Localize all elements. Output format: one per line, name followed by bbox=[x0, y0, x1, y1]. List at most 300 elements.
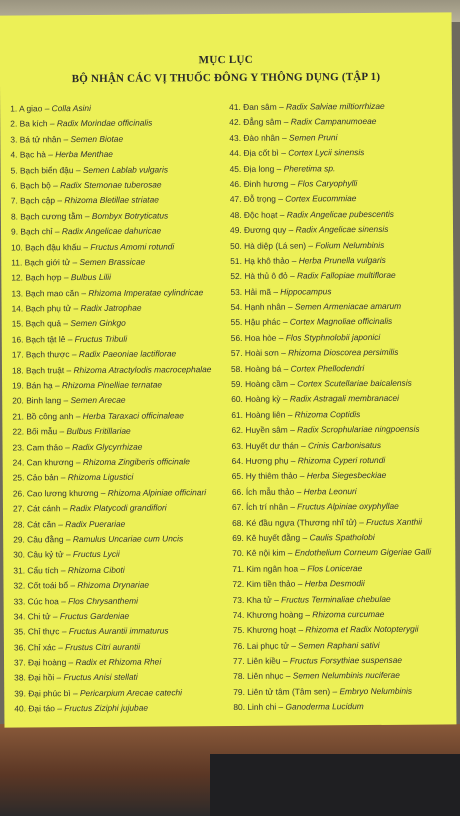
entry-separator: – bbox=[50, 180, 61, 191]
entry-vietnamese-name: Kim ngân hoa bbox=[246, 563, 299, 574]
entry-separator: – bbox=[276, 101, 287, 112]
entry-latin-name: Radix et Rhizoma Rhei bbox=[75, 656, 162, 668]
entry-separator: – bbox=[285, 547, 295, 558]
entry-separator: – bbox=[280, 655, 290, 666]
entry-vietnamese-name: Ké đầu ngựa (Thương nhĩ tử) bbox=[246, 516, 357, 528]
toc-entry bbox=[231, 314, 453, 331]
toc-entry bbox=[232, 452, 454, 469]
toc-entry bbox=[13, 454, 235, 471]
entry-vietnamese-name: Hoàng liên bbox=[245, 409, 286, 420]
entry-separator: – bbox=[296, 624, 306, 635]
entry-separator: – bbox=[61, 395, 71, 406]
entry-latin-name: Radix Morindae officinalis bbox=[56, 117, 153, 129]
entry-number: 37. bbox=[14, 657, 26, 668]
entry-vietnamese-name: Bạch truật bbox=[25, 364, 65, 376]
entry-number: 50. bbox=[230, 240, 242, 251]
entry-separator: – bbox=[287, 378, 298, 389]
toc-entry bbox=[11, 192, 233, 209]
entry-latin-name: Semen Armeniacae amarum bbox=[294, 300, 402, 312]
entry-separator: – bbox=[70, 687, 80, 698]
toc-entry bbox=[14, 669, 236, 686]
entry-number: 52. bbox=[230, 271, 243, 282]
entry-latin-name: Rhizoma Cyperi rotundi bbox=[297, 454, 386, 466]
entry-separator: – bbox=[270, 286, 281, 297]
toc-column-left bbox=[10, 100, 236, 717]
entry-latin-name: Crinis Carbonisatus bbox=[307, 439, 382, 451]
entry-number: 58. bbox=[230, 363, 243, 374]
entry-latin-name: Fructus Xanthii bbox=[366, 516, 423, 527]
entry-separator: – bbox=[298, 440, 308, 451]
toc-entry bbox=[12, 423, 234, 440]
entry-separator: – bbox=[279, 132, 290, 143]
toc-entry bbox=[11, 254, 233, 271]
entry-separator: – bbox=[277, 209, 287, 220]
entry-separator: – bbox=[281, 363, 291, 374]
entry-vietnamese-name: Cúc hoa bbox=[27, 595, 59, 606]
entry-separator: – bbox=[280, 317, 290, 328]
entry-vietnamese-name: Chỉ thực bbox=[27, 626, 60, 637]
toc-entry bbox=[232, 529, 454, 546]
entry-latin-name: Rhizoma Dioscorea persimilis bbox=[288, 347, 399, 358]
entry-number: 3. bbox=[10, 134, 18, 145]
entry-vietnamese-name: Bán hạ bbox=[26, 380, 53, 391]
toc-entry bbox=[231, 375, 453, 392]
entry-latin-name: Herba Siegesbeckiae bbox=[306, 470, 387, 481]
entry-separator: – bbox=[61, 318, 71, 329]
entry-vietnamese-name: Hà thủ ô đỏ bbox=[244, 270, 288, 282]
entry-latin-name: Cortex Scutellariae baicalensis bbox=[297, 377, 412, 389]
toc-entry bbox=[231, 391, 453, 408]
entry-latin-name: Radix Scrophulariae ningpoensis bbox=[297, 423, 420, 435]
entry-separator: – bbox=[285, 409, 295, 420]
entry-separator: – bbox=[287, 270, 297, 281]
entry-separator: – bbox=[288, 640, 299, 651]
entry-vietnamese-name: Cát căn bbox=[27, 518, 56, 529]
entry-separator: – bbox=[54, 703, 65, 714]
toc-entry bbox=[231, 299, 453, 316]
entry-number: 74. bbox=[232, 609, 245, 620]
entry-vietnamese-name: Đại hồi bbox=[28, 672, 55, 683]
entry-vietnamese-name: Bạch cương tằm bbox=[20, 210, 83, 222]
toc-entry bbox=[11, 285, 233, 302]
entry-separator: – bbox=[63, 549, 73, 560]
toc-entry bbox=[230, 160, 452, 177]
toc-entry bbox=[14, 700, 236, 717]
page-subtitle: BỘ NHẬN CÁC VỊ THUỐC ĐÔNG Y THÔNG DỤNG (TẬP 1) bbox=[71, 70, 381, 86]
entry-separator: – bbox=[60, 503, 70, 514]
entry-separator: – bbox=[274, 163, 284, 174]
toc-entry bbox=[230, 206, 452, 223]
entry-number: 44. bbox=[229, 148, 242, 159]
entry-number: 6. bbox=[10, 180, 18, 191]
entry-latin-name: Radix Salviae miltiorrhizae bbox=[285, 100, 385, 112]
entry-separator: – bbox=[356, 516, 367, 527]
entry-vietnamese-name: Đào nhân bbox=[243, 132, 280, 143]
entry-latin-name: Bulbus Lilii bbox=[70, 272, 111, 283]
entry-separator: – bbox=[287, 424, 298, 435]
entry-vietnamese-name: Địa long bbox=[243, 163, 275, 174]
entry-number: 69. bbox=[232, 532, 244, 543]
entry-number: 39. bbox=[14, 688, 26, 699]
entry-number: 68. bbox=[232, 517, 244, 528]
entry-vietnamese-name: Bạch phụ tử bbox=[25, 303, 72, 314]
toc-entry bbox=[12, 362, 234, 379]
entry-vietnamese-name: Liên kiều bbox=[246, 655, 281, 666]
entry-vietnamese-name: Bạch thược bbox=[25, 349, 70, 360]
entry-latin-name: Fructus Anisi stellati bbox=[63, 672, 138, 683]
entry-separator: – bbox=[47, 118, 57, 129]
entry-separator: – bbox=[63, 534, 73, 545]
toc-entry bbox=[10, 115, 232, 132]
entry-latin-name: Embryo Nelumbinis bbox=[339, 685, 413, 697]
entry-number: 10. bbox=[11, 241, 23, 253]
entry-number: 15. bbox=[11, 318, 24, 329]
entry-number: 16. bbox=[11, 334, 24, 345]
entry-separator: – bbox=[271, 594, 282, 605]
entry-vietnamese-name: Cảo bản bbox=[26, 472, 59, 483]
entry-latin-name: Fructus Amomi rotundi bbox=[90, 240, 175, 252]
entry-number: 11. bbox=[11, 257, 23, 268]
entry-latin-name: Flos Caryophylli bbox=[297, 178, 358, 189]
entry-latin-name: Fructus Terminaliae chebulae bbox=[281, 593, 391, 605]
entry-number: 48. bbox=[229, 209, 242, 220]
entry-number: 1. bbox=[10, 103, 18, 114]
entry-vietnamese-name: Kim tiền thảo bbox=[246, 578, 296, 589]
entry-vietnamese-name: Hậu phác bbox=[244, 317, 281, 328]
toc-entry bbox=[14, 592, 236, 609]
entry-latin-name: Frustus Citri aurantii bbox=[65, 641, 141, 652]
entry-vietnamese-name: Bạch quả bbox=[25, 318, 62, 329]
entry-vietnamese-name: Liên tử tâm (Tâm sen) bbox=[247, 686, 331, 697]
entry-number: 49. bbox=[229, 225, 242, 236]
entry-separator: – bbox=[288, 178, 298, 189]
entry-latin-name: Herba Leonuri bbox=[303, 485, 357, 497]
entry-number: 79. bbox=[233, 686, 245, 697]
entry-number: 14. bbox=[11, 303, 24, 314]
entry-separator: – bbox=[55, 195, 65, 206]
background-floor bbox=[0, 724, 460, 816]
entry-vietnamese-name: Huyền sâm bbox=[245, 424, 288, 436]
entry-latin-name: Rhizoma Drynariae bbox=[77, 579, 150, 591]
entry-vietnamese-name: Lai phục tử bbox=[246, 640, 289, 651]
entry-vietnamese-name: Bá tử nhân bbox=[19, 133, 62, 145]
entry-separator: – bbox=[82, 210, 92, 221]
entry-separator: – bbox=[73, 410, 83, 421]
entry-separator: – bbox=[78, 287, 89, 298]
toc-entry bbox=[12, 377, 234, 394]
entry-separator: – bbox=[298, 563, 308, 574]
entry-vietnamese-name: Hoàng kỳ bbox=[245, 394, 281, 405]
entry-number: 63. bbox=[231, 440, 244, 451]
entry-separator: – bbox=[294, 486, 304, 497]
toc-entry bbox=[13, 469, 235, 486]
entry-latin-name: Herba Menthae bbox=[55, 148, 113, 160]
entry-latin-name: Endothelium Corneum Gigeriae Galli bbox=[294, 546, 432, 558]
toc-entry bbox=[229, 114, 451, 131]
toc-entry bbox=[233, 637, 455, 654]
entry-separator: – bbox=[66, 657, 76, 668]
entry-latin-name: Herba Desmodii bbox=[304, 578, 365, 589]
entry-latin-name: Fructus Lycii bbox=[72, 549, 120, 560]
entry-number: 56. bbox=[230, 332, 243, 343]
entry-vietnamese-name: Huyết dư thán bbox=[245, 440, 299, 451]
toc-entry bbox=[232, 560, 454, 577]
entry-separator: – bbox=[61, 272, 71, 283]
toc-entry bbox=[231, 329, 453, 346]
entry-vietnamese-name: Hà diệp (Lá sen) bbox=[244, 239, 307, 251]
entry-vietnamese-name: Đương quy bbox=[243, 224, 287, 236]
entry-latin-name: Fructus Aurantii immaturus bbox=[68, 625, 169, 637]
toc-entry bbox=[232, 576, 454, 593]
toc-entry bbox=[233, 591, 455, 608]
entry-latin-name: Hippocampus bbox=[280, 285, 332, 297]
toc-entry bbox=[13, 500, 235, 517]
entry-number: 62. bbox=[231, 425, 244, 436]
entry-vietnamese-name: Chỉ xác bbox=[27, 641, 56, 653]
entry-number: 80. bbox=[233, 702, 246, 713]
entry-vietnamese-name: Bồ công anh bbox=[26, 410, 74, 422]
entry-number: 59. bbox=[231, 378, 243, 390]
entry-number: 2. bbox=[10, 118, 18, 129]
entry-vietnamese-name: Ích mẫu thảo bbox=[245, 486, 295, 497]
entry-latin-name: Fructus Alpiniae oxyphyllae bbox=[297, 500, 399, 512]
entry-vietnamese-name: A giao bbox=[19, 103, 43, 114]
entry-number: 19. bbox=[12, 380, 24, 391]
entry-separator: – bbox=[285, 301, 295, 312]
entry-vietnamese-name: Linh chi bbox=[247, 701, 277, 713]
toc-entry bbox=[11, 269, 233, 286]
toc-entry bbox=[11, 177, 233, 194]
toc-entry bbox=[232, 468, 454, 485]
entry-vietnamese-name: Kha tử bbox=[246, 594, 272, 605]
entry-number: 76. bbox=[232, 640, 245, 651]
toc-entry bbox=[230, 222, 452, 239]
toc-entry bbox=[11, 208, 233, 225]
toc-entry bbox=[233, 683, 455, 700]
entry-vietnamese-name: Bạch chỉ bbox=[20, 226, 53, 237]
entry-separator: – bbox=[297, 470, 307, 481]
entry-separator: – bbox=[54, 672, 64, 683]
entry-vietnamese-name: Địa cốt bì bbox=[243, 147, 279, 159]
toc-entry bbox=[14, 623, 236, 640]
toc-entry bbox=[232, 514, 454, 531]
entry-vietnamese-name: Đinh hương bbox=[243, 178, 289, 189]
entry-vietnamese-name: Ba kích bbox=[19, 118, 48, 129]
entry-number: 78. bbox=[233, 671, 245, 682]
toc-entry bbox=[14, 608, 236, 625]
entry-latin-name: Rhizoma curcumae bbox=[312, 608, 385, 620]
entry-vietnamese-name: Bạch hợp bbox=[25, 272, 62, 283]
entry-vietnamese-name: Đại táo bbox=[28, 703, 55, 714]
entry-vietnamese-name: Hạnh nhân bbox=[244, 301, 286, 312]
entry-separator: – bbox=[62, 441, 73, 452]
toc-entry bbox=[230, 175, 452, 192]
entry-latin-name: Folium Nelumbinis bbox=[315, 239, 385, 250]
entry-latin-name: Rhizoma Atractylodis macrocephalae bbox=[73, 363, 212, 375]
entry-separator: – bbox=[276, 332, 286, 343]
entry-vietnamese-name: Hoa hòe bbox=[244, 332, 277, 343]
entry-latin-name: Semen Pruni bbox=[288, 132, 338, 143]
entry-separator: – bbox=[306, 239, 316, 250]
entry-number: 20. bbox=[12, 395, 24, 406]
entry-separator: – bbox=[287, 501, 298, 512]
entry-number: 35. bbox=[13, 626, 26, 637]
entry-number: 42. bbox=[229, 117, 241, 128]
entry-vietnamese-name: Bạc hà bbox=[19, 149, 46, 160]
entry-latin-name: Flos Styphnolobii japonici bbox=[285, 331, 381, 343]
toc-entry bbox=[229, 129, 451, 146]
toc-entry bbox=[14, 685, 236, 702]
entry-latin-name: Herba Taraxaci officinaleae bbox=[82, 410, 184, 421]
entry-number: 67. bbox=[231, 502, 244, 513]
entry-vietnamese-name: Kê huyết đằng bbox=[246, 532, 301, 543]
entry-number: 66. bbox=[231, 486, 244, 497]
entry-latin-name: Rhizoma Zingiberis officinale bbox=[82, 456, 190, 467]
entry-vietnamese-name: Bạch cập bbox=[20, 195, 56, 206]
entry-latin-name: Radix Stemonae tuberosae bbox=[60, 179, 162, 191]
entry-latin-name: Semen Arecae bbox=[70, 395, 126, 406]
entry-latin-name: Fructus Forsythiae suspensae bbox=[289, 654, 403, 666]
entry-number: 24. bbox=[12, 457, 25, 468]
toc-entry bbox=[11, 223, 233, 240]
entry-vietnamese-name: Đan sâm bbox=[243, 101, 277, 112]
entry-vietnamese-name: Cẩu tích bbox=[27, 564, 59, 576]
entry-vietnamese-name: Cao lương khương bbox=[26, 487, 99, 499]
entry-latin-name: Radix Platycodi grandiflori bbox=[69, 502, 167, 514]
toc-entry bbox=[233, 652, 455, 669]
entry-number: 5. bbox=[10, 165, 18, 176]
entry-number: 61. bbox=[231, 409, 244, 420]
entry-vietnamese-name: Bạch đậu khấu bbox=[25, 241, 82, 252]
toc-entry bbox=[233, 606, 455, 623]
entry-separator: – bbox=[55, 518, 66, 529]
entry-number: 17. bbox=[11, 349, 24, 360]
entry-vietnamese-name: Khương hoàng bbox=[246, 609, 304, 620]
entry-separator: – bbox=[300, 532, 310, 543]
toc-entry bbox=[11, 162, 233, 179]
entry-latin-name: Semen Nelumbinis nuciferae bbox=[292, 670, 400, 682]
entry-separator: – bbox=[286, 224, 296, 235]
entry-latin-name: Cortex Eucommiae bbox=[285, 193, 357, 204]
entry-separator: – bbox=[275, 193, 286, 205]
entry-latin-name: Rhizoma Alpiniae officinari bbox=[107, 486, 207, 498]
toc-entry bbox=[14, 639, 236, 656]
toc-column-right bbox=[229, 98, 455, 715]
entry-vietnamese-name: Cam thảo bbox=[26, 441, 63, 453]
entry-vietnamese-name: Bối mẫu bbox=[26, 426, 58, 437]
entry-separator: – bbox=[45, 149, 56, 160]
entry-number: 71. bbox=[232, 563, 245, 574]
entry-separator: – bbox=[281, 116, 291, 128]
entry-number: 18. bbox=[11, 365, 24, 376]
toc-entry bbox=[12, 315, 234, 332]
entry-latin-name: Radix Campanumoeae bbox=[290, 116, 377, 127]
toc-entry bbox=[232, 545, 454, 562]
toc-entry bbox=[232, 499, 454, 516]
entry-number: 60. bbox=[231, 394, 243, 405]
entry-separator: – bbox=[283, 671, 293, 682]
entry-number: 51. bbox=[230, 255, 242, 266]
entry-number: 7. bbox=[10, 195, 18, 206]
entry-number: 26. bbox=[12, 488, 25, 499]
entry-vietnamese-name: Cát cánh bbox=[26, 503, 61, 514]
entry-latin-name: Semen Biotae bbox=[70, 133, 124, 144]
entry-separator: – bbox=[57, 426, 67, 437]
entry-latin-name: Pericarpium Arecae catechi bbox=[79, 687, 183, 698]
toc-entry bbox=[231, 437, 453, 454]
entry-separator: – bbox=[42, 103, 52, 114]
entry-latin-name: Rhizoma Ciboti bbox=[67, 564, 125, 575]
entry-latin-name: Rhizoma Pinelliae ternatae bbox=[61, 379, 163, 391]
entry-separator: – bbox=[55, 641, 66, 652]
entry-vietnamese-name: Ích trí nhân bbox=[245, 501, 288, 513]
toc-entry bbox=[231, 360, 453, 377]
toc-entry bbox=[10, 131, 232, 148]
toc-entry bbox=[14, 654, 236, 671]
entry-vietnamese-name: Khương hoạt bbox=[246, 624, 297, 636]
entry-vietnamese-name: Câu đằng bbox=[27, 534, 64, 545]
entry-separator: – bbox=[278, 147, 289, 158]
toc-entry bbox=[230, 237, 452, 254]
entry-latin-name: Rhizoma Bletillae striatae bbox=[64, 194, 159, 206]
entry-number: 8. bbox=[10, 211, 18, 222]
entry-latin-name: Bulbus Fritillariae bbox=[66, 425, 131, 437]
entry-number: 27. bbox=[12, 503, 25, 514]
entry-separator: – bbox=[65, 333, 75, 344]
entry-vietnamese-name: Hoàng bá bbox=[244, 363, 282, 374]
entry-latin-name: Radix Glycyrrhizae bbox=[72, 441, 143, 452]
entry-number: 57. bbox=[230, 348, 243, 359]
entry-vietnamese-name: Câu kỷ tử bbox=[27, 549, 64, 560]
entry-separator: – bbox=[58, 472, 68, 483]
entry-latin-name: Semen Raphani sativi bbox=[298, 639, 380, 651]
entry-separator: – bbox=[58, 564, 68, 575]
entry-number: 33. bbox=[13, 595, 26, 607]
entry-latin-name: Semen Brassicae bbox=[79, 256, 146, 267]
entry-latin-name: Rhizoma et Radix Notopterygii bbox=[305, 623, 419, 635]
entry-number: 32. bbox=[13, 580, 26, 591]
entry-number: 12. bbox=[11, 272, 24, 283]
entry-vietnamese-name: Hoàng cầm bbox=[245, 378, 288, 389]
entry-number: 22. bbox=[12, 426, 25, 437]
entry-separator: – bbox=[58, 595, 69, 606]
entry-latin-name: Radix Fallopiae multiflorae bbox=[296, 270, 396, 281]
page-title: MỤC LỤC bbox=[198, 53, 254, 67]
entry-number: 65. bbox=[231, 471, 244, 482]
entry-latin-name: Radix Angelicae sinensis bbox=[295, 224, 389, 235]
entry-vietnamese-name: Can khương bbox=[26, 457, 74, 468]
entry-latin-name: Cortex Lycii sinensis bbox=[288, 147, 365, 158]
entry-vietnamese-name: Bạch biển đậu bbox=[19, 164, 74, 176]
entry-separator: – bbox=[64, 364, 74, 375]
entry-latin-name: Radix Paeoniae lactiflorae bbox=[78, 348, 177, 360]
toc-entry bbox=[230, 268, 452, 285]
entry-latin-name: Herba Prunella vulgaris bbox=[298, 254, 386, 266]
entry-number: 47. bbox=[229, 194, 242, 205]
entry-latin-name: Rhizoma Coptidis bbox=[294, 408, 361, 420]
entry-number: 54. bbox=[230, 301, 243, 313]
entry-latin-name: Fructus Ziziphi jujubae bbox=[64, 702, 149, 714]
entry-number: 4. bbox=[10, 149, 18, 160]
entry-separator: – bbox=[61, 133, 71, 144]
entry-number: 23. bbox=[12, 442, 25, 453]
entry-separator: – bbox=[295, 578, 305, 589]
entry-vietnamese-name: Hải mã bbox=[244, 286, 272, 297]
entry-number: 70. bbox=[232, 548, 244, 559]
entry-vietnamese-name: Đại hoàng bbox=[27, 657, 67, 668]
entry-number: 53. bbox=[230, 286, 243, 297]
toc-entry bbox=[232, 483, 454, 500]
